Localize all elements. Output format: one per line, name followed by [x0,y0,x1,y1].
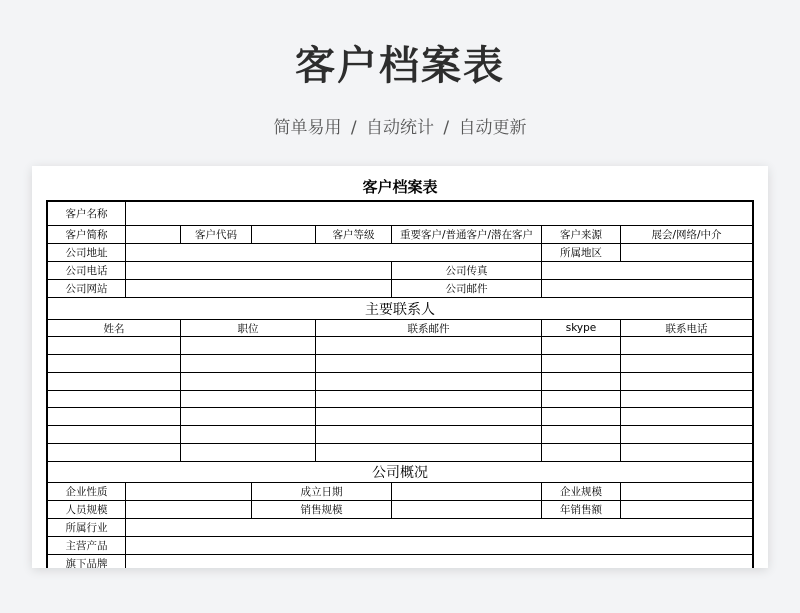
field-company-fax [542,262,752,280]
contact-cell [621,355,752,373]
label-annual-sales: 年销售额 [542,501,621,519]
contact-cell [316,337,542,355]
field-industry [126,519,752,537]
col-header-email: 联系邮件 [316,320,542,337]
page-subtitle: 简单易用 / 自动统计 / 自动更新 [273,118,527,138]
field-main-products [126,537,752,555]
contact-cell [542,337,621,355]
field-company-website [126,280,392,298]
field-region [621,244,752,262]
contact-cell [316,391,542,409]
contact-cell [181,373,316,391]
contact-cell [181,444,316,462]
contact-cell [621,391,752,409]
contact-cell [542,355,621,373]
contact-cell [621,337,752,355]
contact-cell [621,444,752,462]
contact-cell [48,355,181,373]
contact-cell [316,408,542,426]
field-customer-code [252,226,316,244]
label-customer-level: 客户等级 [316,226,392,244]
label-company-website: 公司网站 [48,280,126,298]
section-company-overview: 公司概况 [48,462,752,483]
field-customer-abbr [126,226,181,244]
contact-cell [316,426,542,444]
col-header-skype: skype [542,320,621,337]
contact-cell [542,373,621,391]
contact-cell [621,426,752,444]
label-brands: 旗下品牌 [48,555,126,568]
field-company-address [126,244,542,262]
field-customer-source: 展会/网络/中介 [621,226,752,244]
label-company-nature: 企业性质 [48,483,126,501]
contact-cell [181,408,316,426]
contact-cell [316,355,542,373]
col-header-name: 姓名 [48,320,181,337]
label-customer-abbr: 客户简称 [48,226,126,244]
contact-cell [181,355,316,373]
contact-cell [48,391,181,409]
contact-cell [48,426,181,444]
label-company-scale: 企业规模 [542,483,621,501]
label-founded-date: 成立日期 [252,483,392,501]
contact-cell [542,426,621,444]
contact-cell [542,408,621,426]
contact-cell [542,391,621,409]
label-staff-size: 人员规模 [48,501,126,519]
contact-cell [48,337,181,355]
label-main-products: 主营产品 [48,537,126,555]
label-customer-code: 客户代码 [181,226,252,244]
contact-cell [48,444,181,462]
field-sales-scale [392,501,542,519]
sheet-title: 客户档案表 [362,178,438,196]
section-main-contacts: 主要联系人 [48,298,752,320]
label-region: 所属地区 [542,244,621,262]
field-customer-name [126,202,752,226]
label-company-email: 公司邮件 [392,280,542,298]
contact-cell [316,373,542,391]
label-company-address: 公司地址 [48,244,126,262]
field-annual-sales [621,501,752,519]
contact-cell [542,444,621,462]
label-sales-scale: 销售规模 [252,501,392,519]
contact-cell [181,426,316,444]
spreadsheet-preview [32,166,768,568]
field-company-scale [621,483,752,501]
field-company-email [542,280,752,298]
contact-cell [621,408,752,426]
col-header-phone: 联系电话 [621,320,752,337]
col-header-position: 职位 [181,320,316,337]
field-founded-date [392,483,542,501]
field-staff-size [126,501,252,519]
label-customer-name: 客户名称 [48,202,126,226]
page-title: 客户档案表 [295,43,505,89]
field-brands [126,555,752,568]
field-company-nature [126,483,252,501]
contact-cell [621,373,752,391]
contact-cell [181,391,316,409]
contact-cell [316,444,542,462]
contact-cell [181,337,316,355]
contact-cell [48,408,181,426]
label-company-phone: 公司电话 [48,262,126,280]
field-company-phone [126,262,392,280]
label-company-fax: 公司传真 [392,262,542,280]
label-industry: 所属行业 [48,519,126,537]
contact-cell [48,373,181,391]
label-customer-source: 客户来源 [542,226,621,244]
customer-form-table [46,200,754,568]
field-customer-level: 重要客户/普通客户/潜在客户 [392,226,542,244]
